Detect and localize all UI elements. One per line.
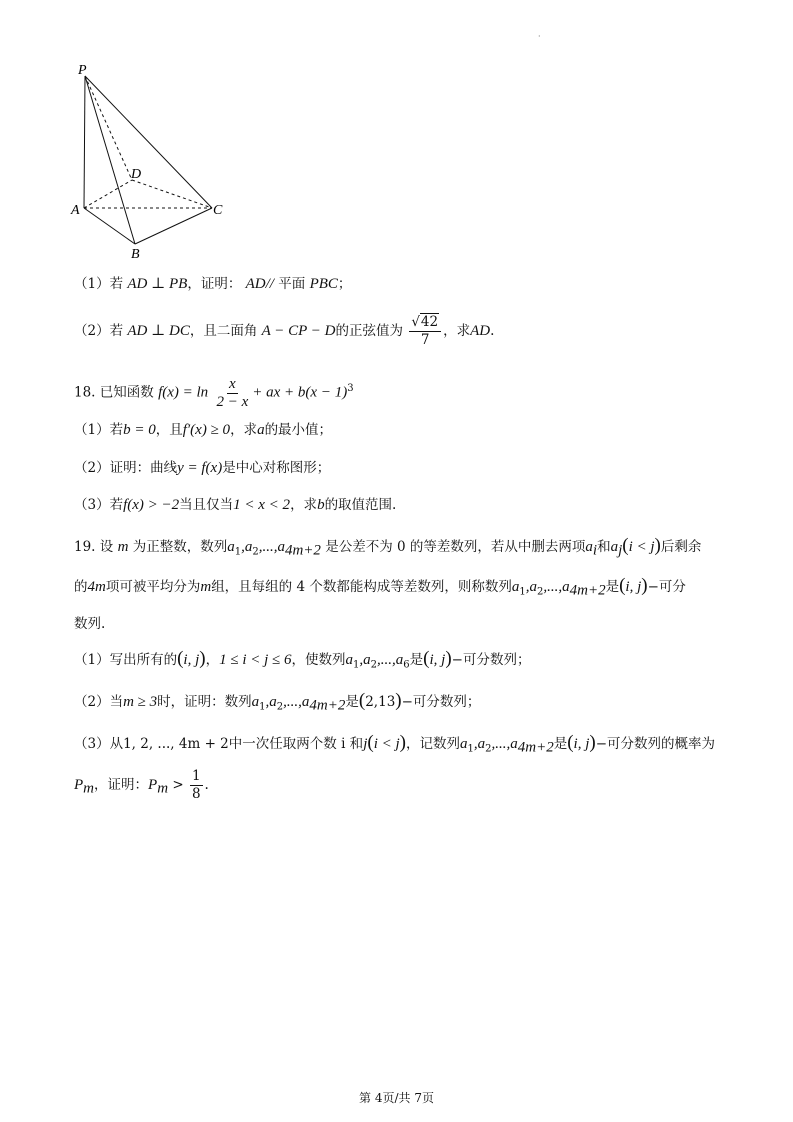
ln-fraction: $\frac{x}{2 - x}$ [216,375,249,410]
q17-part2: （2）若 AD ⊥ DC，且二面角 A − CP − D的正弦值为 $\frac{√42}{7}$ ，求AD. [74,314,495,348]
edge-PC [85,76,212,208]
edge-PB [85,76,135,244]
corner-mark: · [538,32,541,41]
label-B: B [131,247,140,262]
label-P: P [78,63,87,78]
q18-part3: （3）若f(x) > −2当且仅当1 < x < 2，求b的取值范围. [74,497,397,513]
q19-part2: （2）当m ≥ 3时，证明：数列$a_1,a_2,...,a_{4m+2}$是(2,13)−可分数列； [74,690,481,714]
q18-part1: （1）若b = 0，且f′(x) ≥ 0，求a的最小值； [74,422,333,438]
edge-PD [85,76,132,180]
edge-PA [84,76,85,208]
edge-DC [132,180,212,208]
q17-part1: （1）若 AD ⊥ PB，证明： AD// 平面 PBC； [74,276,352,292]
label-A: A [71,203,80,218]
pyramid-figure [60,62,300,262]
q19-stem-line3: 数列. [74,616,106,632]
sine-fraction: $\frac{√42}{7}$ [409,314,441,349]
edge-AD [84,180,132,208]
q19-part3-cont: $P_m$，证明：$P_m$ > $\frac{1}{8}$ . [74,768,209,802]
q18-part2: （2）证明：曲线y = f(x)是中心对称图形； [74,460,331,476]
label-C: C [213,203,223,218]
edge-BC [135,208,212,244]
q19-part1: （1）写出所有的(i, j)，1 ≤ i < j ≤ 6，使数列$a_1,a_2,...,a_6$是(i, j)−可分数列； [74,648,531,671]
q19-stem-line2: 的4m项可被平均分为m组，且每组的 4 个数都能构成等差数列，则称数列$a_1,a_2,...,a_{4m+2}$是(i, j)−可分 [74,575,686,599]
edge-AB [84,208,135,244]
q19-part3: （3）从1, 2, ..., 4m + 2中一次任取两个数 i 和j(i < j)，记数列$a_1,a_2,...,a_{4m+2}$是(i, j)−可分数列的概率为 [74,732,716,756]
q19-stem-line1: 19. 设 m 为正整数，数列$a_1,a_2,...,a_{4m+2}$ 是公差不为 0 的等差数列，若从中删去两项$a_i$和$a_j(i < j)$后剩余 [74,535,702,559]
page-footer: 第 4页/共 7页 [359,1091,434,1105]
q18-stem: 18. 已知函数 f(x) = ln $\frac{x}{2 - x}$ + ax + $b(x - 1)^3$ [74,375,354,410]
label-D: D [131,167,142,182]
probability-fraction: $\frac{1}{8}$ [191,768,201,802]
